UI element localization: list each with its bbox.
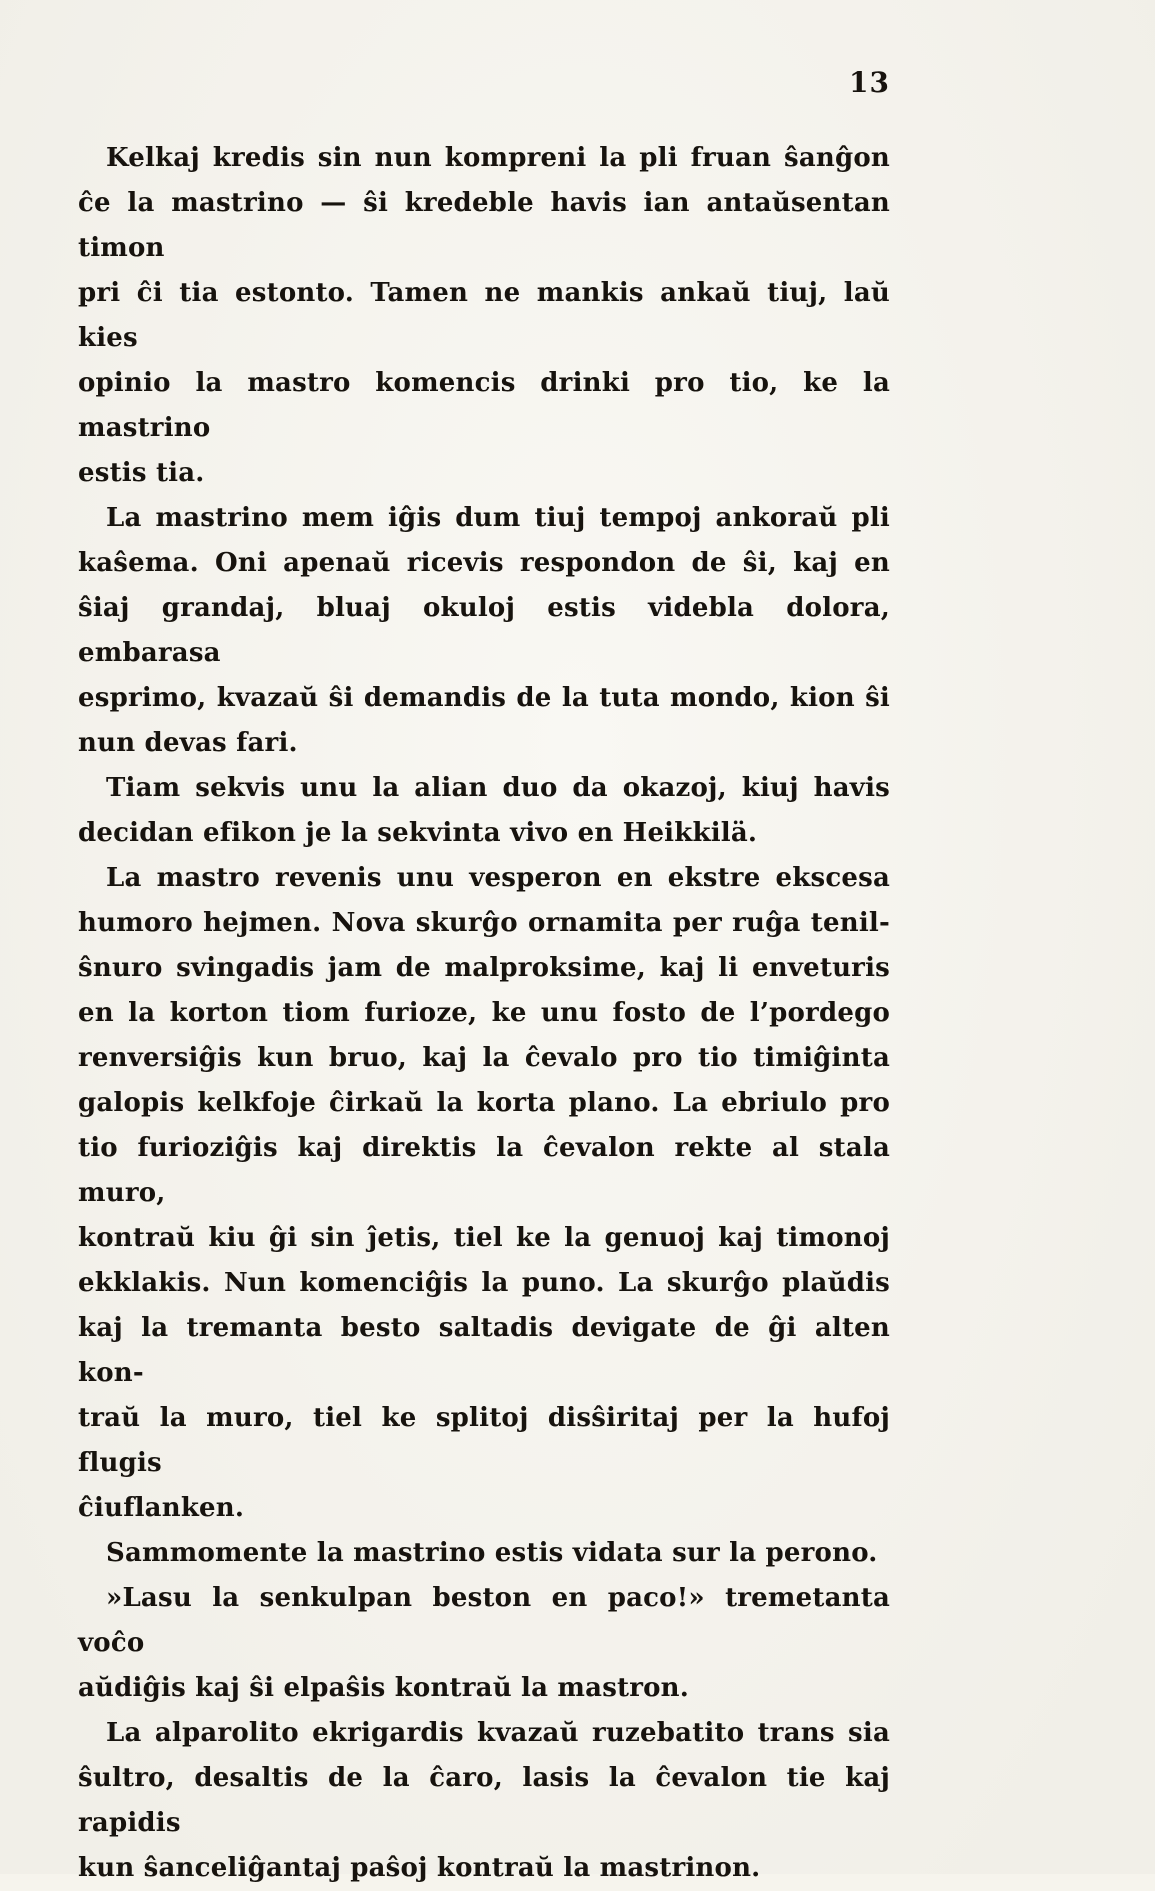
paragraph bbox=[78, 1576, 890, 1711]
page-number: 13 bbox=[849, 66, 890, 99]
paragraph bbox=[78, 1711, 890, 1891]
text-line: humoro hejmen. Nova skurĝo ornamita per ruĝa tenil- bbox=[78, 908, 890, 938]
text-line: La alparolito ekrigardis kvazaŭ ruzebatito trans sia bbox=[106, 1718, 890, 1748]
text-line: ekklakis. Nun komenciĝis la puno. La skurĝo plaŭdis bbox=[78, 1268, 890, 1298]
text-line: traŭ la muro, tiel ke splitoj disŝiritaj per la hufoj flugis bbox=[78, 1403, 890, 1478]
text-line: pri ĉi tia estonto. Tamen ne mankis ankaŭ tiuj, laŭ kies bbox=[78, 278, 890, 353]
text-line: Kelkaj kredis sin nun kompreni la pli fruan ŝanĝon bbox=[106, 143, 890, 173]
text-line: decidan efikon je la sekvinta vivo en Heikkilä. bbox=[78, 818, 758, 848]
text-line: La mastro revenis unu vesperon en ekstre ekscesa bbox=[106, 863, 890, 893]
text-line: kontraŭ kiu ĝi sin ĵetis, tiel ke la genuoj kaj timonoj bbox=[78, 1223, 890, 1253]
text-line: Tiam sekvis unu la alian duo da okazoj, kiuj havis bbox=[106, 773, 890, 803]
text-line: ĉiuflanken. bbox=[78, 1493, 245, 1523]
text-line: estis tia. bbox=[78, 458, 205, 488]
text-line: esprimo, kvazaŭ ŝi demandis de la tuta mondo, kion ŝi bbox=[78, 683, 890, 713]
text-line: ŝnuro svingadis jam de malproksime, kaj li enveturis bbox=[78, 953, 890, 983]
text-line: ŝiaj grandaj, bluaj okuloj estis videbla dolora, embarasa bbox=[78, 593, 890, 668]
text-line: Sammomente la mastrino estis vidata sur la perono. bbox=[106, 1538, 878, 1568]
page-text bbox=[78, 136, 890, 1891]
text-line: ĉe la mastrino — ŝi kredeble havis ian antaŭsentan timon bbox=[78, 188, 890, 263]
text-line: La mastrino mem iĝis dum tiuj tempoj ankoraŭ pli bbox=[106, 503, 890, 533]
paragraph bbox=[78, 1531, 890, 1576]
text-line: en la korton tiom furioze, ke unu fosto de l’pordego bbox=[78, 998, 890, 1028]
text-line: galopis kelkfoje ĉirkaŭ la korta plano. La ebriulo pro bbox=[78, 1088, 890, 1118]
text-line: ŝultro, desaltis de la ĉaro, lasis la ĉevalon tie kaj rapidis bbox=[78, 1763, 890, 1838]
text-line: »Lasu la senkulpan beston en paco!» tremetanta voĉo bbox=[78, 1583, 890, 1658]
text-line: aŭdiĝis kaj ŝi elpaŝis kontraŭ la mastron. bbox=[78, 1673, 690, 1703]
paragraph bbox=[78, 766, 890, 856]
text-line: tio furioziĝis kaj direktis la ĉevalon rekte al stala muro, bbox=[78, 1133, 890, 1208]
text-line: kun ŝanceliĝantaj paŝoj kontraŭ la mastrinon. bbox=[78, 1853, 761, 1883]
text-line: opinio la mastro komencis drinki pro tio, ke la mastrino bbox=[78, 368, 890, 443]
paragraph bbox=[78, 856, 890, 1531]
paragraph bbox=[78, 496, 890, 766]
text-line: kaŝema. Oni apenaŭ ricevis respondon de ŝi, kaj en bbox=[78, 548, 890, 578]
text-line: nun devas fari. bbox=[78, 728, 298, 758]
text-line: kaj la tremanta besto saltadis devigate de ĝi alten kon- bbox=[78, 1313, 890, 1388]
paragraph bbox=[78, 136, 890, 496]
text-line: renversiĝis kun bruo, kaj la ĉevalo pro tio timiĝinta bbox=[78, 1043, 890, 1073]
